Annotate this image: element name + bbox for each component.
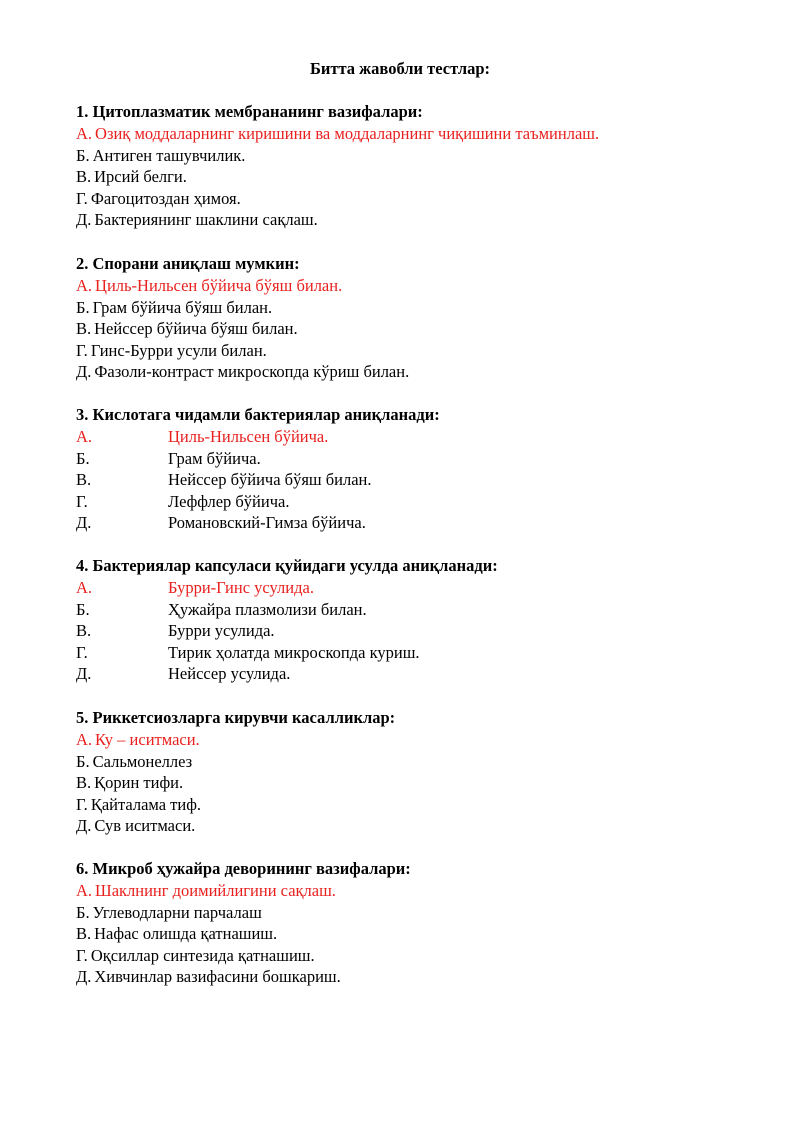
option-letter: Б. [76, 751, 90, 771]
option-text: Нейссер бўйича бўяш билан. [168, 470, 372, 490]
option-text: Циль-Нильсен бўйича бўяш билан. [95, 276, 343, 295]
option-letter: Д. [76, 210, 92, 230]
option-letter: Б. [76, 599, 90, 619]
option-text: Озиқ моддаларнинг киришини ва моддаларнинг чиқишини таъминлаш. [95, 124, 600, 143]
question-block-3 [76, 404, 776, 534]
question-block-6 [76, 858, 776, 988]
question-title: 4. Бактериялар капсуласи қуйидаги усулда аниқланади: [76, 556, 498, 575]
option-correct [76, 880, 776, 902]
option-letter: В. [76, 924, 92, 944]
option-letter: А. [76, 881, 93, 900]
option [76, 448, 776, 470]
question-block-1 [76, 101, 776, 231]
option-letter: В. [76, 470, 92, 490]
option-letter: А. [76, 427, 93, 446]
option-text: Сальмонеллез [92, 751, 193, 771]
question-block-4 [76, 555, 776, 685]
option-letter: Б. [76, 297, 90, 317]
question-title: 1. Цитоплазматик мембрананинг вазифалари: [76, 102, 423, 121]
question-title: 3. Кислотага чидамли бактериялар аниқланади: [76, 405, 440, 424]
option-letter: Г. [76, 945, 88, 965]
option-correct [76, 577, 776, 599]
option-text: Бурри усулида. [168, 621, 275, 641]
option-letter: Д. [76, 362, 92, 382]
option [76, 599, 776, 621]
option-letter: А. [76, 124, 93, 143]
option-letter: А. [76, 578, 93, 597]
option-correct [76, 426, 776, 448]
option-letter: А. [76, 730, 93, 749]
option-letter: Б. [76, 448, 90, 468]
option [76, 209, 776, 231]
option-text: Ку – иситмаси. [95, 730, 200, 749]
option-text: Циль-Нильсен бўйича. [168, 427, 329, 446]
option-letter: А. [76, 276, 93, 295]
option-text: Фазоли-контраст микроскопда кўриш билан. [94, 362, 410, 382]
option [76, 794, 776, 816]
option-text: Тирик ҳолатда микроскопда куриш. [168, 642, 420, 662]
option-text: Нейссер бўйича бўяш билан. [94, 319, 298, 339]
option-text: Сув иситмаси. [94, 816, 196, 836]
option-text: Леффлер бўйича. [168, 491, 290, 511]
option-text: Грам бўйича бўяш билан. [92, 297, 273, 317]
option [76, 815, 776, 837]
question-title: 6. Микроб ҳужайра деворининг вазифалари: [76, 859, 411, 878]
option-letter: В. [76, 167, 92, 187]
option-letter: Г. [76, 340, 88, 360]
option-text: Гинс-Бурри усули билан. [90, 340, 267, 360]
option-letter: Б. [76, 145, 90, 165]
page-title: Битта жавобли тестлар: [309, 59, 491, 78]
option [76, 663, 776, 685]
option-text: Грам бўйича. [168, 448, 261, 468]
option-text: Оқсиллар синтезида қатнашиш. [90, 945, 315, 965]
option-correct [76, 123, 776, 145]
option-correct [76, 275, 776, 297]
option-text: Ирсий белги. [94, 167, 187, 187]
option [76, 620, 776, 642]
option-letter: Д. [76, 967, 92, 987]
option [76, 491, 776, 513]
option [76, 361, 776, 383]
option [76, 512, 776, 534]
option [76, 297, 776, 319]
option-text: Бактериянинг шаклини сақлаш. [94, 210, 318, 230]
option-letter: Б. [76, 902, 90, 922]
option-text: Хивчинлар вазифасини бошкариш. [94, 967, 341, 987]
option [76, 340, 776, 362]
option [76, 902, 776, 924]
option [76, 166, 776, 188]
option [76, 188, 776, 210]
question-title: 5. Риккетсиозларга кирувчи касалликлар: [76, 708, 396, 727]
option-letter: В. [76, 621, 92, 641]
option-text: Қорин тифи. [94, 773, 184, 793]
question-title: 2. Спорани аниқлаш мумкин: [76, 254, 300, 273]
option [76, 145, 776, 167]
option [76, 772, 776, 794]
option-text: Антиген ташувчилик. [92, 145, 246, 165]
option-letter: Г. [76, 642, 88, 662]
option-text: Бурри-Гинс усулида. [168, 578, 314, 597]
option-text: Шаклнинг доимийлигини сақлаш. [95, 881, 336, 900]
option [76, 318, 776, 340]
option-letter: Г. [76, 794, 88, 814]
option-text: Нейссер усулида. [168, 664, 291, 684]
option-text: Фагоцитоздан ҳимоя. [90, 188, 241, 208]
question-block-5 [76, 707, 776, 837]
option [76, 469, 776, 491]
option [76, 966, 776, 988]
option [76, 751, 776, 773]
option-letter: В. [76, 319, 92, 339]
option-letter: Д. [76, 664, 92, 684]
option-letter: Г. [76, 491, 88, 511]
option-letter: Д. [76, 513, 92, 533]
option [76, 945, 776, 967]
option-text: Қайталама тиф. [90, 794, 202, 814]
option-text: Углеводларни парчалаш [92, 902, 262, 922]
option [76, 642, 776, 664]
option-correct [76, 729, 776, 751]
option-letter: В. [76, 773, 92, 793]
option-letter: Д. [76, 816, 92, 836]
question-block-2 [76, 253, 776, 383]
option [76, 923, 776, 945]
option-text: Ҳужайра плазмолизи билан. [168, 599, 367, 619]
option-text: Романовский-Гимза бўйича. [168, 513, 366, 533]
option-letter: Г. [76, 188, 88, 208]
option-text: Нафас олишда қатнашиш. [94, 924, 278, 944]
